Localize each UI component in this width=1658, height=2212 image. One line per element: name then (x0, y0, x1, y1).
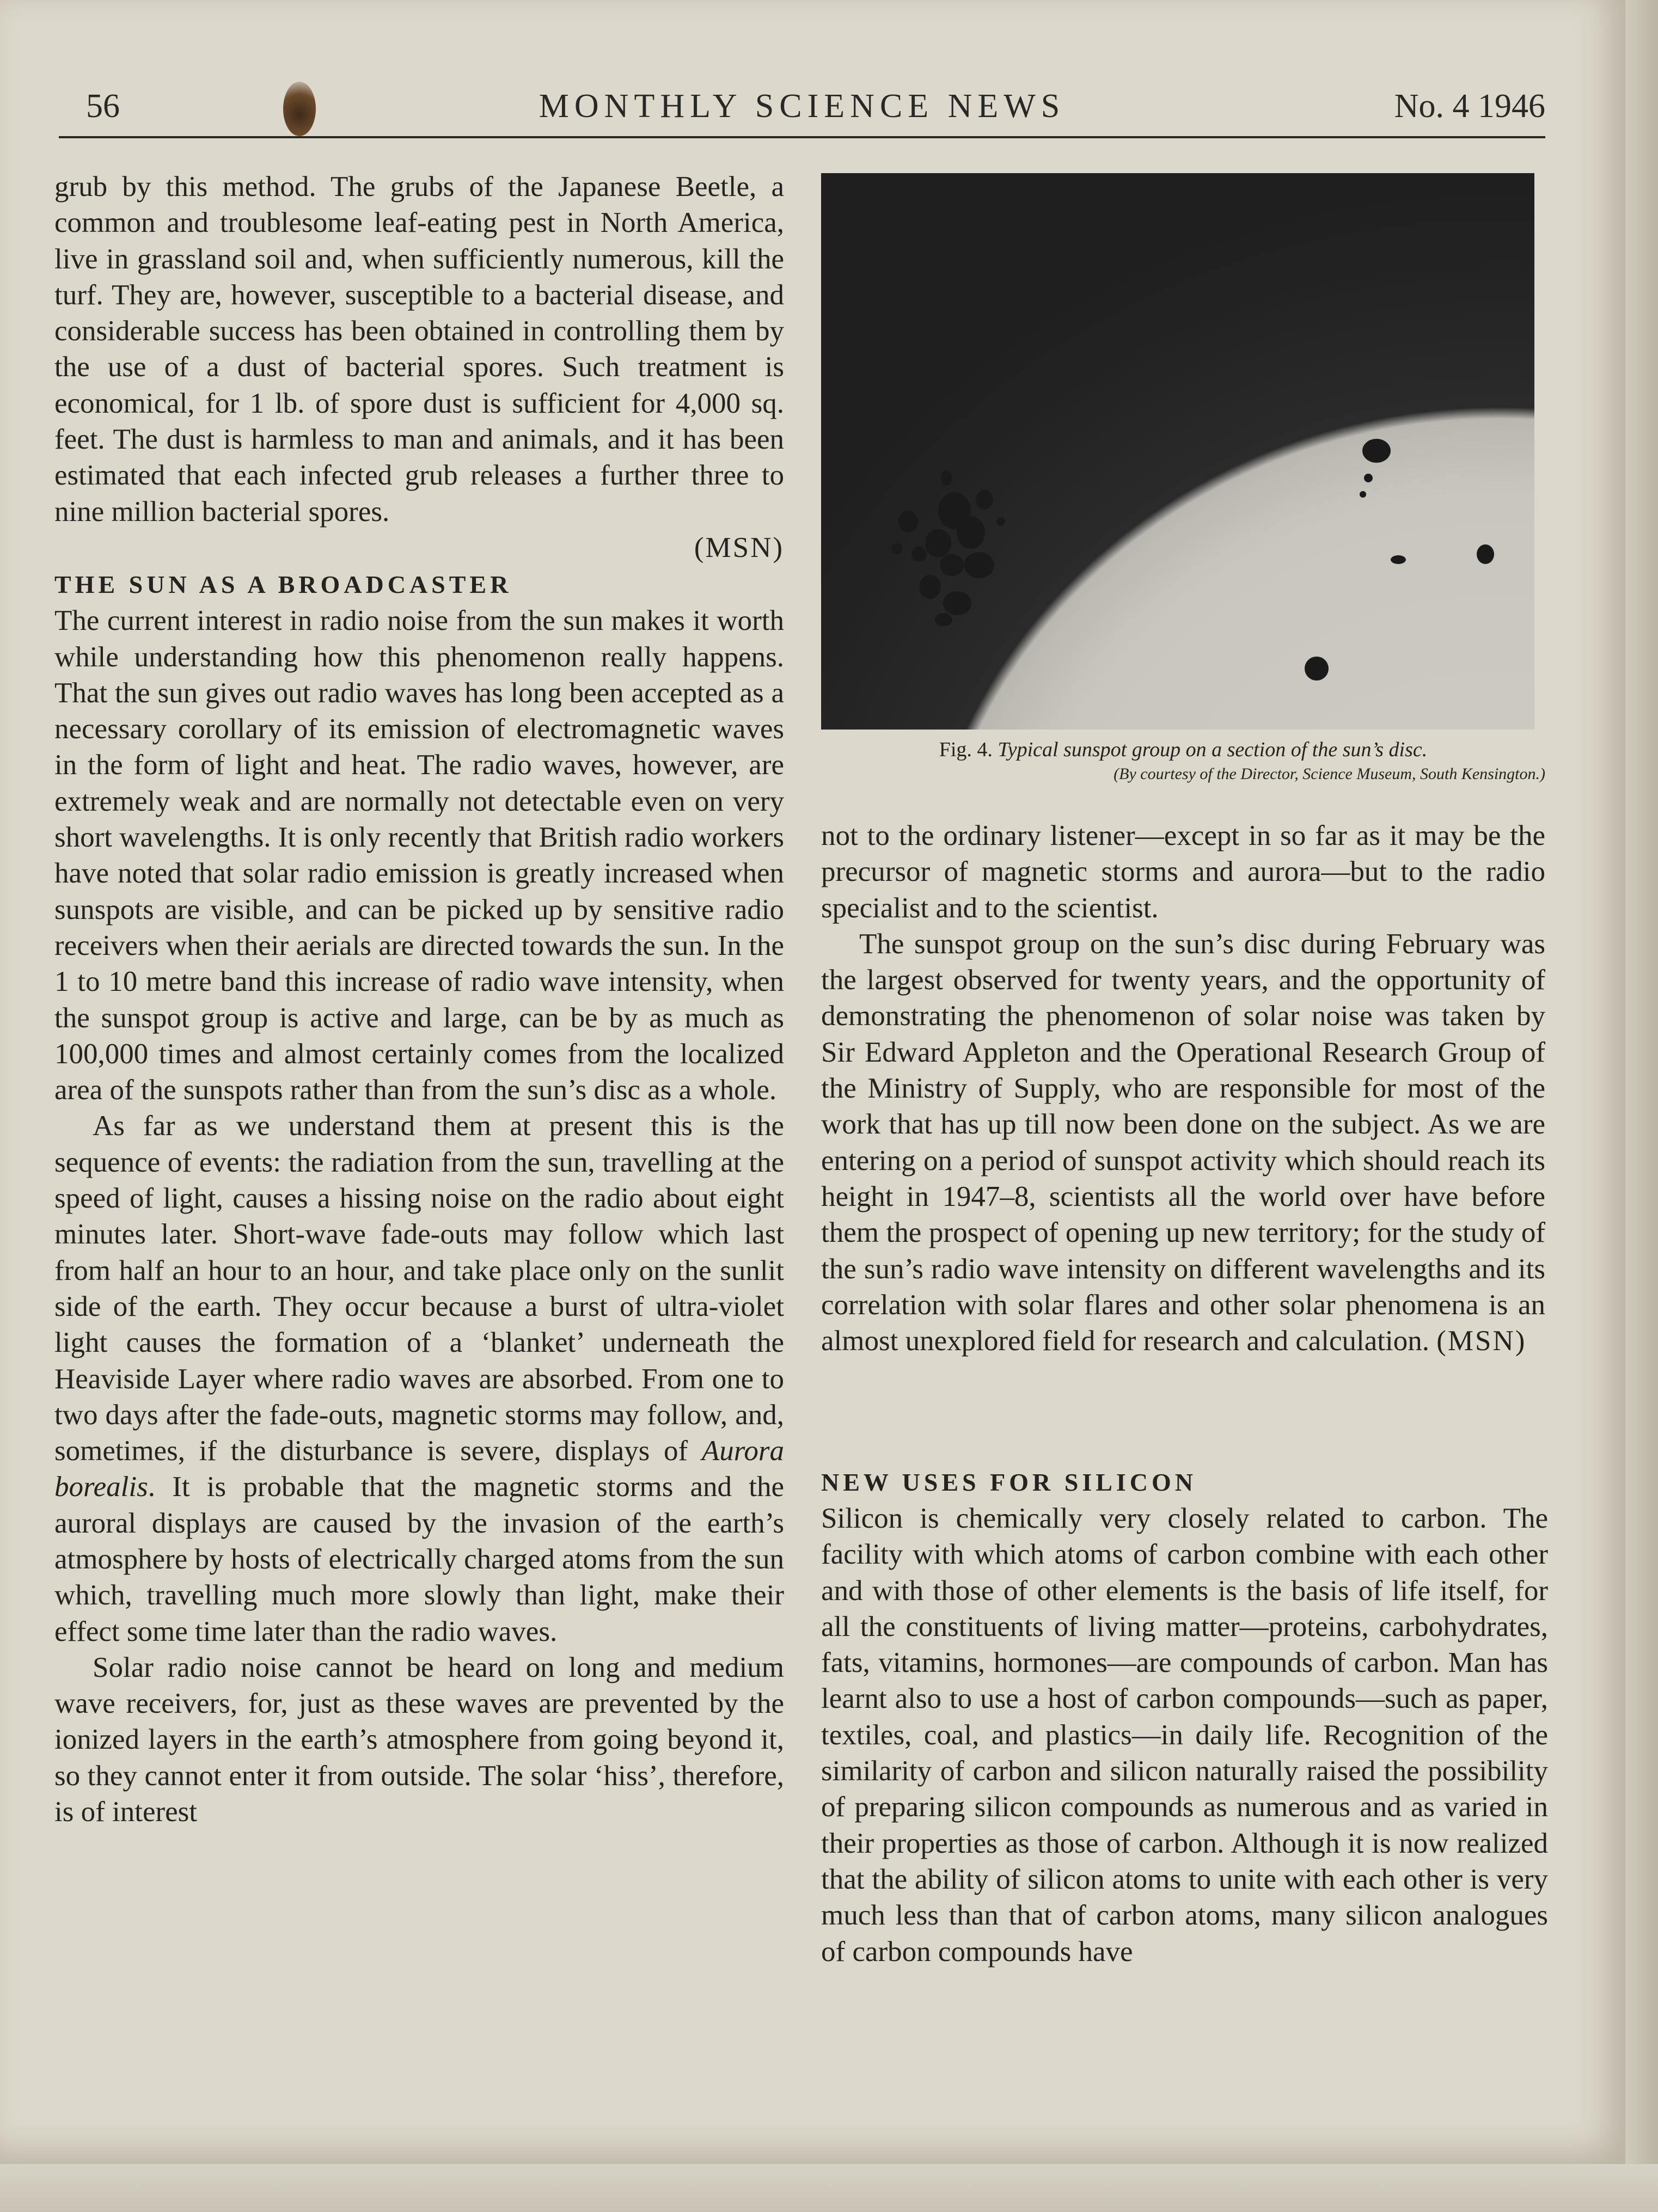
italic-term: Aurora borealis (54, 1435, 784, 1503)
journal-title: MONTHLY SCIENCE NEWS (539, 88, 1066, 125)
paragraph-sequence: As far as we understand them at present this is the sequence of events: the radiation from the sun, travelling at the speed of light, causes a hissing noise on the radio about eight minutes later. Short-wave fade-outs may follow which last from half an hour to an hour, and take place only on the sunlit side of the earth. They occur because a burst of ultra-violet light causes the formation of a ‘blanket’ underneath the Heaviside Layer where radio waves are absorbed. From one to two days after the fade-outs, magnetic storms may follow, and, sometimes, if the disturbance is severe, displays of Aurora borealis. It is probable that the magnetic storms and the auroral displays are caused by the invasion of the earth’s atmosphere by hosts of electrically charged atoms from the sun which, travelling much more slowly than light, make their effect some time later than the radio waves. (54, 1110, 784, 1647)
figure-caption (821, 736, 1545, 785)
sunspot-group-image (821, 173, 1534, 730)
figure-credit: (By courtesy of the Director, Science Museum, South Kensington.) (1114, 765, 1545, 783)
figure-caption-text: Typical sunspot group on a section of the sun’s disc. (998, 738, 1428, 761)
source-tag: (MSN) (694, 531, 784, 563)
issue-number: No. 4 1946 (1394, 88, 1545, 125)
paragraph-silicon: Silicon is chemically very closely related to carbon. The facility with which atoms of carbon combine with each other and with those of other elements is the basis of life itself, for all the constituents of living matter—proteins, carbohydrates, fats, vitamins, hormones—are compounds of carbon. Man has learnt also to use a host of carbon compounds—such as paper, textiles, coal, and plastics—in daily life. Recognition of the similarity of carbon and silicon naturally raised the possibility of preparing silicon compounds as numerous and as varied in their properties as those of carbon. Although it is now realized that the ability of silicon atoms to unite with each other is very much less than that of carbon atoms, many silicon analogues of carbon compounds have (821, 1503, 1548, 1968)
section-heading-silicon: NEW USES FOR SILICON (821, 1468, 1197, 1496)
source-tag-2: (MSN) (1436, 1325, 1527, 1357)
figure-label: Fig. 4. (939, 738, 993, 761)
left-column (54, 169, 784, 1830)
section-heading-sun: THE SUN AS A BROADCASTER (54, 571, 512, 599)
page-header (59, 76, 1545, 138)
paragraph-solar-noise: Solar radio noise cannot be heard on long and medium wave receivers, for, just as these waves are prevented by the ionized layers in the earth’s atmosphere from going beyond it, so they cannot enter it from outside. The solar ‘hiss’, therefore, is of interest (54, 1651, 784, 1828)
paragraph-sun-intro: The current interest in radio noise from the sun makes it worth while understanding how this phenomenon really happens. That the sun gives out radio waves has long been accepted as a necessary corollary of its emission of electromagnetic waves in the form of light and heat. The radio waves, however, are extremely weak and are normally not detectable even on very short wavelengths. It is only recently that British radio workers have noted that solar radio emission is greatly increased when sunspots are visible, and can be picked up by sensitive radio receivers when their aerials are directed towards the sun. In the 1 to 10 metre band this increase of radio wave intensity, when the sunspot group is active and large, can be by as much as 100,000 times and almost certainly comes from the localized area of the sunspots rather than from the sun’s disc as a whole. (54, 605, 784, 1106)
page-right-edge (1625, 0, 1658, 2172)
paragraph-february: The sunspot group on the sun’s disc during February was the largest observed for twenty years, and the opportunity of demonstrating the phenomenon of solar noise was taken by Sir Edward Appleton and the Operational Research Group of the Ministry of Supply, who are responsible for most of the work that has up till now been done on the subject. As we are entering on a period of sunspot activity which should reach its height in 1947–8, scientists all the world over have before them the prospect of opening up new territory; for the study of the sun’s radio wave intensity on different wavelengths and its correlation with solar flares and other solar phenomena is an almost unexplored field for research and calculation. (MSN) (821, 928, 1545, 1357)
paragraph-listener: not to the ordinary listener—except in so far as it may be the precursor of magnetic storms and aurora—but to the radio specialist and to the scientist. (821, 820, 1545, 924)
sunspot-photo (821, 173, 1534, 730)
page-bottom-edge (0, 2164, 1658, 2212)
right-column-bottom (821, 1465, 1548, 1970)
right-column-top (821, 818, 1545, 1359)
paragraph-grub: grub by this method. The grubs of the Japanese Beetle, a common and troublesome leaf-eating pest in North America, live in grassland soil and, when sufficiently numerous, kill the turf. They are, however, susceptible to a bacterial disease, and considerable success has been obtained in controlling them by the use of a dust of bacterial spores. Such treatment is economical, for 1 lb. of spore dust is sufficient for 4,000 sq. feet. The dust is harmless to man and animals, and it has been estimated that each infected grub releases a further three to nine million bacterial spores. (54, 171, 784, 528)
page-number: 56 (86, 88, 120, 125)
